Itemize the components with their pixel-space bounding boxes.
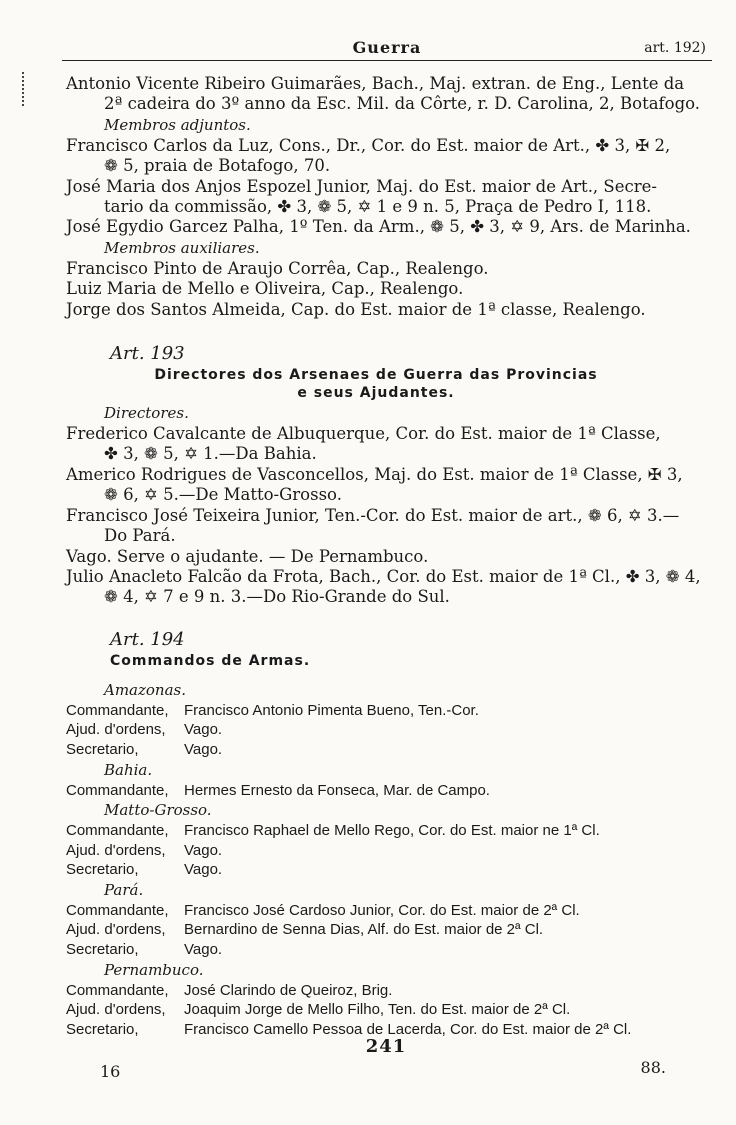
role-holder: Bernardino de Senna Dias, Alf. do Est. maior de 2ª Cl. <box>184 921 544 939</box>
command-row <box>66 920 706 940</box>
command-row <box>66 841 706 861</box>
text-line: Jorge dos Santos Almeida, Cap. do Est. maior de 1ª classe, Realengo. <box>66 299 646 319</box>
text-line: Francisco Carlos da Luz, Cons., Dr., Cor. do Est. maior de Art., ✤ 3, ✠ 2, <box>66 135 671 155</box>
margin-mark <box>22 72 27 106</box>
section-heading: e seus Ajudantes. <box>297 385 455 402</box>
command-row <box>66 740 706 760</box>
province-title: Amazonas. <box>104 680 187 699</box>
command-row <box>66 720 706 740</box>
text-line: ❁ 4, ✡ 7 e 9 n. 3.—Do Rio-Grande do Sul. <box>104 587 450 607</box>
subsection-title: Membros adjuntos. <box>104 115 251 134</box>
command-row <box>66 781 706 801</box>
page-content <box>66 74 706 1039</box>
role-label: Commandante, <box>66 781 169 799</box>
role-label: Secretario, <box>66 1020 139 1038</box>
text-line: José Egydio Garcez Palha, 1º Ten. da Arm., ❁ 5, ✤ 3, ✡ 9, Ars. de Marinha. <box>66 217 691 237</box>
text-line: Do Pará. <box>104 526 176 546</box>
text-line: ❁ 5, praia de Botafogo, 70. <box>104 156 331 176</box>
role-label: Commandante, <box>66 901 169 919</box>
text-line: José Maria dos Anjos Espozel Junior, Maj. do Est. maior de Art., Secre- <box>66 176 657 196</box>
text-line: ✤ 3, ❁ 5, ✡ 1.—Da Bahia. <box>104 444 317 464</box>
role-holder: Vago. <box>184 740 223 758</box>
role-label: Ajud. d'ordens, <box>66 921 166 939</box>
text-line: 2ª cadeira do 3º anno da Esc. Mil. da Côrte, r. D. Carolina, 2, Botafogo. <box>104 94 701 114</box>
role-holder: Vago. <box>184 861 223 879</box>
role-holder: Francisco José Cardoso Junior, Cor. do Est. maior de 2ª Cl. <box>184 901 580 919</box>
text-line: Antonio Vicente Ribeiro Guimarães, Bach., Maj. extran. de Eng., Lente da <box>66 74 685 93</box>
role-label: Commandante, <box>66 822 169 840</box>
command-row <box>66 1000 706 1020</box>
running-title: Guerra <box>352 38 422 57</box>
article-number: Art. 193 <box>110 343 185 365</box>
role-holder: Vago. <box>184 841 223 859</box>
province-title: Matto-Grosso. <box>104 801 212 820</box>
province-title: Pará. <box>104 880 144 899</box>
command-row <box>66 860 706 880</box>
role-holder: Francisco Antonio Pimenta Bueno, Ten.-Cor. <box>184 701 479 719</box>
page-number: 241 <box>365 1036 407 1057</box>
commands-list <box>66 680 706 1040</box>
province-title: Bahia. <box>104 760 153 779</box>
text-line: Julio Anacleto Falcão da Frota, Bach., Cor. do Est. maior de 1ª Cl., ✤ 3, ❁ 4, <box>66 566 701 586</box>
text-line: Francisco José Teixeira Junior, Ten.-Cor. do Est. maior de art., ❁ 6, ✡ 3.— <box>66 505 680 525</box>
role-label: Ajud. d'ordens, <box>66 841 166 859</box>
command-row <box>66 821 706 841</box>
text-line: Luiz Maria de Mello e Oliveira, Cap., Realengo. <box>66 279 464 299</box>
text-line: ❁ 6, ✡ 5.—De Matto-Grosso. <box>104 485 342 505</box>
text-line: Vago. Serve o ajudante. — De Pernambuco. <box>66 546 429 566</box>
text-line: Francisco Pinto de Araujo Corrêa, Cap., Realengo. <box>66 258 489 278</box>
role-label: Secretario, <box>66 941 139 959</box>
text-line: tario da commissão, ✤ 3, ❁ 5, ✡ 1 e 9 n. 5, Praça de Pedro I, 118. <box>104 197 652 217</box>
role-holder: Vago. <box>184 941 223 959</box>
command-row <box>66 701 706 721</box>
article-number: Art. 194 <box>110 628 185 650</box>
role-label: Secretario, <box>66 740 139 758</box>
signature-mark-right: 88. <box>640 1058 666 1077</box>
command-row <box>66 940 706 960</box>
role-label: Commandante, <box>66 701 169 719</box>
role-label: Secretario, <box>66 861 139 879</box>
role-holder: Joaquim Jorge de Mello Filho, Ten. do Est. maior de 2ª Cl. <box>184 1001 571 1019</box>
subsection-title: Membros auxiliares. <box>104 238 260 257</box>
role-holder: Hermes Ernesto da Fonseca, Mar. de Campo. <box>184 781 490 799</box>
command-row <box>66 981 706 1001</box>
role-label: Ajud. d'ordens, <box>66 1001 166 1019</box>
role-holder: José Clarindo de Queiroz, Brig. <box>184 981 393 999</box>
role-label: Ajud. d'ordens, <box>66 721 166 739</box>
signature-mark-left: 16 <box>100 1062 121 1081</box>
section-heading: Directores dos Arsenaes de Guerra das Provincias <box>154 367 598 384</box>
role-holder: Francisco Raphael de Mello Rego, Cor. do Est. maior ne 1ª Cl. <box>184 822 600 840</box>
role-holder: Vago. <box>184 721 223 739</box>
text-line: Americo Rodrigues de Vasconcellos, Maj. do Est. maior de 1ª Classe, ✠ 3, <box>66 464 683 484</box>
section-heading: Commandos de Armas. <box>110 652 311 669</box>
role-holder: Francisco Camello Pessoa de Lacerda, Cor. do Est. maior de 2ª Cl. <box>184 1020 632 1038</box>
subsection-title: Directores. <box>104 404 189 423</box>
role-label: Commandante, <box>66 981 169 999</box>
province-title: Pernambuco. <box>104 960 204 979</box>
text-line: Frederico Cavalcante de Albuquerque, Cor. do Est. maior de 1ª Classe, <box>66 424 661 444</box>
article-reference: art. 192) <box>644 40 706 56</box>
page-footer <box>66 1036 706 1086</box>
command-row <box>66 901 706 921</box>
page-header <box>62 30 712 61</box>
